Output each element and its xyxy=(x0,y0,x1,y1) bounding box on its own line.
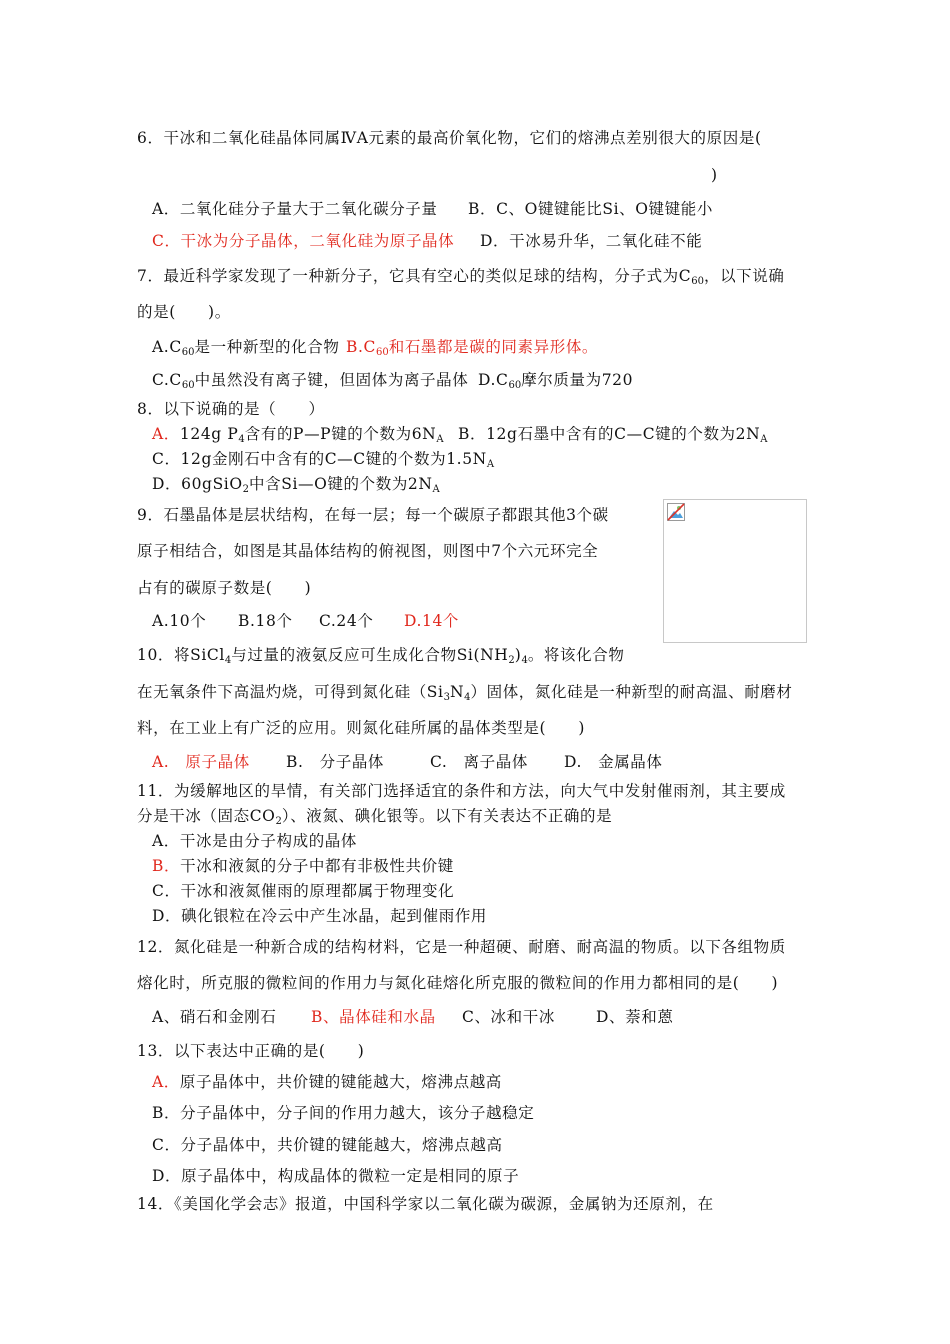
q9-option-c: C.24个 xyxy=(319,612,374,630)
q11-option-c: C．干冰和液氮催雨的原理都属于物理变化 xyxy=(152,882,455,900)
q8-option-b: B．12g石墨中含有的C—C键的个数为$2N_A$ xyxy=(458,425,768,445)
q14-stem-line1: 14．《美国化学会志》报道，中国科学家以二氧化碳为碳源，金属钠为还原剂，在 xyxy=(137,1195,714,1213)
q7-stem: 7．最近科学家发现了一种新分子，它具有空心的类似足球的结构，分子式为$C_{60}$，以下说确 xyxy=(137,267,785,287)
q11-option-d: D．碘化银粒在冷云中产生冰晶，起到催雨作用 xyxy=(152,907,488,925)
q13-option-a-answer: A．原子晶体中，共价键的键能越大，熔沸点越高 xyxy=(152,1073,502,1091)
q10-stem-line3: 料，在工业上有广泛的应用。则氮化硅所属的晶体类型是( ) xyxy=(137,719,585,737)
q12-stem-line2: 熔化时，所克服的微粒间的作用力与氮化硅熔化所克服的微粒间的作用力都相同的是( ) xyxy=(137,974,779,992)
q8-option-c: C．12g金刚石中含有的C—C键的个数为$1.5N_A$ xyxy=(152,450,495,470)
q12-stem-line1: 12．氮化硅是一种新合成的结构材料，它是一种超硬、耐磨、耐高温的物质。以下各组物质 xyxy=(137,938,786,956)
q6-stem: 6．干冰和二氧化硅晶体同属ⅣA元素的最高价氧化物，它们的熔沸点差别很大的原因是( xyxy=(137,129,762,147)
q6-paren-close: ) xyxy=(711,166,718,184)
q13-option-b: B．分子晶体中，分子间的作用力越大，该分子越稳定 xyxy=(152,1104,535,1122)
q9-option-a: A.10个 xyxy=(152,612,207,630)
q11-option-a: A．干冰是由分子构成的晶体 xyxy=(152,832,357,850)
q10-stem-line2: 在无氧条件下高温灼烧，可得到氮化硅$(Si_3N_4)$固体，氮化硅是一种新型的耐高温、耐磨材 xyxy=(137,683,793,703)
q13-stem: 13．以下表达中正确的是( ) xyxy=(137,1042,365,1060)
q12-option-c: C、冰和干冰 xyxy=(462,1008,555,1026)
q9-stem-line1: 9．石墨晶体是层状结构，在每一层；每一个碳原子都跟其他3个碳 xyxy=(137,506,609,524)
q9-option-b: B.18个 xyxy=(238,612,293,630)
q11-stem-line2: 分是干冰（固态$CO_2$）、液氮、碘化银等。以下有关表达不正确的是 xyxy=(137,807,613,827)
q7-option-b-answer: $B.C_{60}$和石墨都是碳的同素异形体。 xyxy=(346,338,599,358)
q10-option-b: B. 分子晶体 xyxy=(286,753,385,771)
q8-option-d: D．60gSiO$_2$中含Si—O键的个数为$2N_A$ xyxy=(152,475,440,495)
q11-stem-line1: 11．为缓解地区的旱情，有关部门选择适宜的条件和方法，向大气中发射催雨剂，其主要成 xyxy=(137,782,786,800)
q13-option-c: C．分子晶体中，共价键的键能越大，熔沸点越高 xyxy=(152,1136,503,1154)
q10-option-c: C. 离子晶体 xyxy=(430,753,528,771)
q7-option-c: $C.C_{60}$中虽然没有离子键，但固体为离子晶体 xyxy=(152,371,469,391)
q6-option-c-answer: C．干冰为分子晶体，二氧化硅为原子晶体 xyxy=(152,232,455,250)
q7-option-a: $A.C_{60}$是一种新型的化合物 xyxy=(152,338,340,358)
q12-option-b-answer: B、晶体硅和水晶 xyxy=(311,1008,436,1026)
q6-option-b: B．C、O键键能比Si、O键键能小 xyxy=(468,200,713,218)
q10-option-a-answer: A. 原子晶体 xyxy=(152,753,250,771)
q6-option-d: D．干冰易升华，二氧化硅不能 xyxy=(480,232,703,250)
q12-option-d: D、萘和蒽 xyxy=(596,1008,674,1026)
q9-stem-line2: 原子相结合，如图是其晶体结构的俯视图，则图中7个六元环完全 xyxy=(137,542,599,560)
q11-option-b-answer: B．干冰和液氮的分子中都有非极性共价键 xyxy=(152,857,454,875)
q13-option-d: D．原子晶体中，构成晶体的微粒一定是相同的原子 xyxy=(152,1167,520,1185)
q12-option-a: A、硝石和金刚石 xyxy=(152,1008,277,1026)
q8-stem: 8．以下说确的是（ ） xyxy=(137,400,325,418)
q7-stem-line2: 的是( )。 xyxy=(137,303,231,321)
q6-option-a: A．二氧化硅分子量大于二氧化碳分子量 xyxy=(152,200,438,218)
q10-option-d: D. 金属晶体 xyxy=(564,753,663,771)
q7-option-d: $D.C_{60}$摩尔质量为720 xyxy=(478,371,634,391)
broken-image-icon xyxy=(667,503,685,521)
q9-option-d-answer: D.14个 xyxy=(404,612,460,630)
q9-stem-line3: 占有的碳原子数是( ) xyxy=(137,579,312,597)
graphite-structure-figure xyxy=(663,499,807,643)
q10-stem-line1: 10．将SiCl$_4$与过量的液氨反应可生成化合物$Si(NH_2)_4$。将该化合物 xyxy=(137,646,625,666)
q8-option-a-answer: A．124g $P_4$含有的P—P键的个数为$6N_A$ xyxy=(152,425,444,445)
